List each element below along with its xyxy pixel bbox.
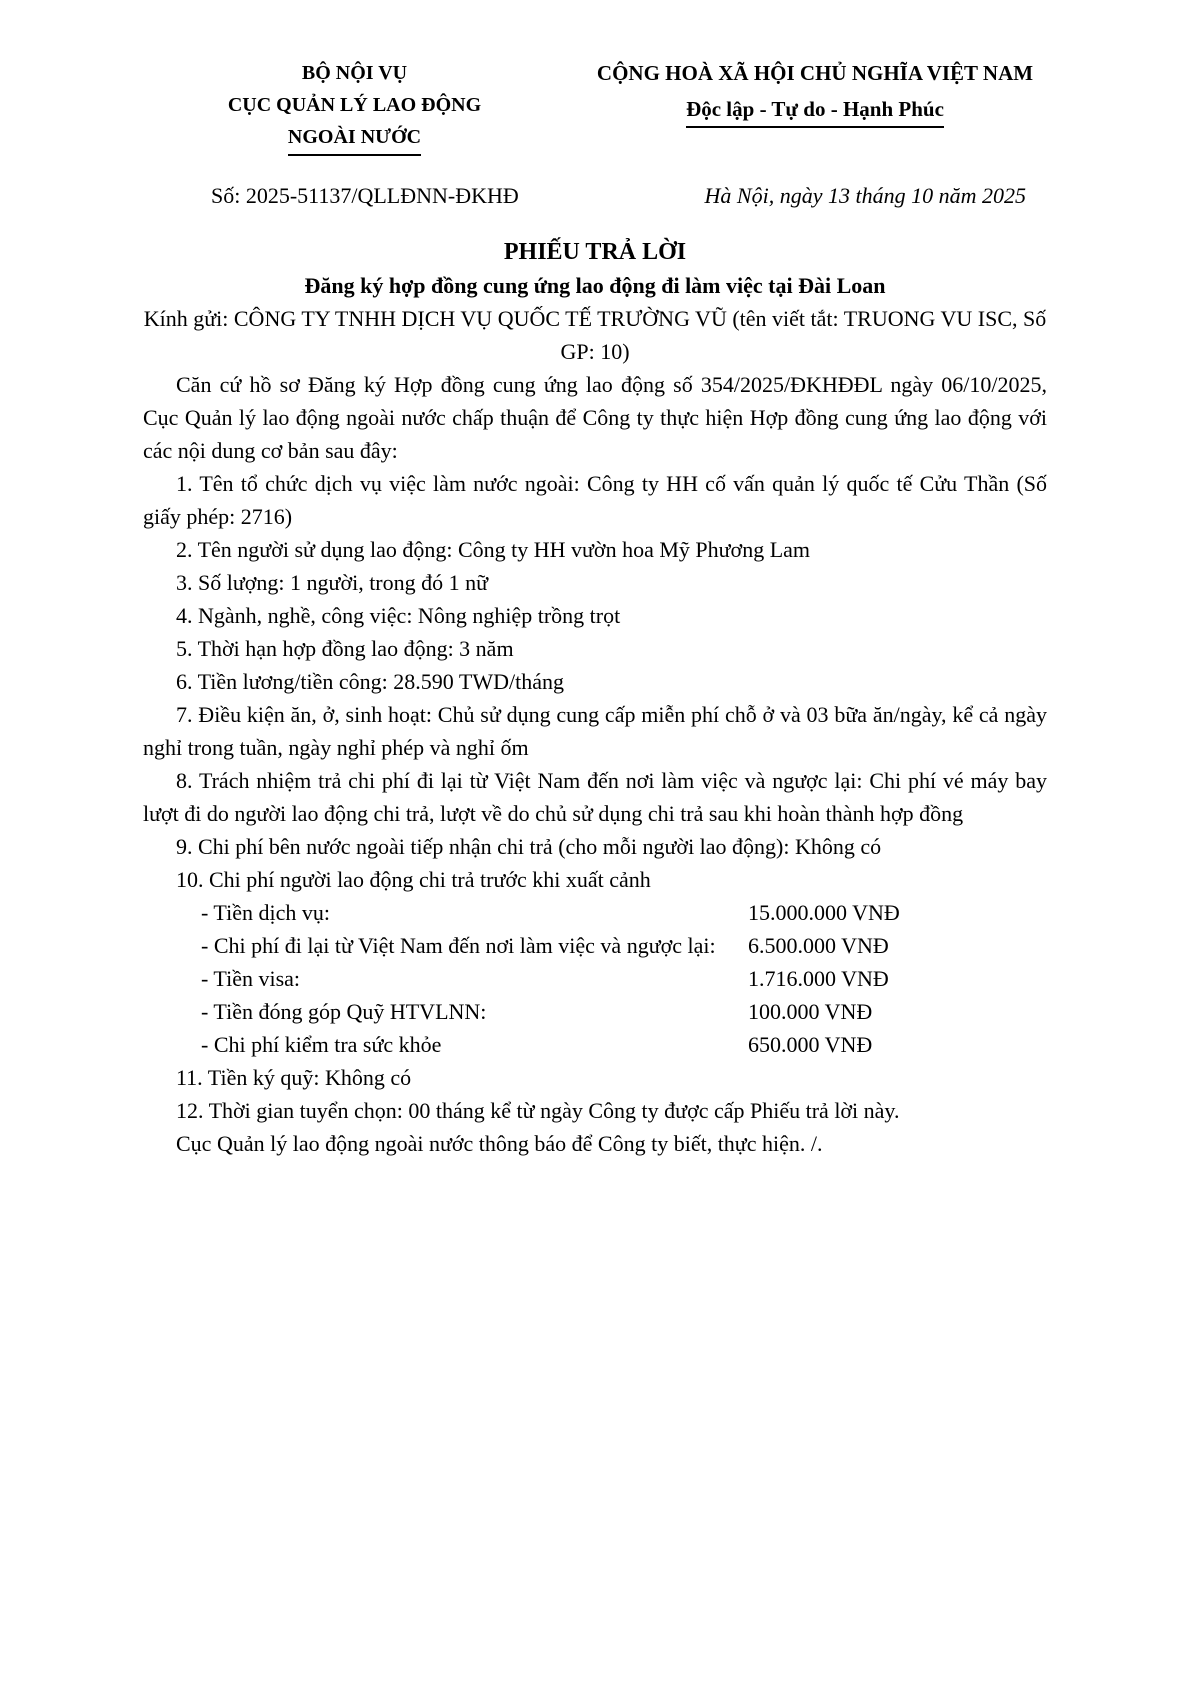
item-11: 11. Tiền ký quỹ: Không có	[176, 1065, 412, 1090]
meta-row	[0, 156, 1190, 212]
fee-label-health: - Chi phí kiểm tra sức khỏe	[201, 1032, 442, 1057]
fee-row-visa	[143, 962, 1047, 995]
item-10: 10. Chi phí người lao động chi trả trước khi xuất cảnh	[176, 867, 651, 892]
item-7: 7. Điều kiện ăn, ở, sinh hoạt: Chủ sử dụng cung cấp miễn phí chỗ ở và 03 bữa ăn/ngày, kể cả ngày nghỉ trong tuần, ngày nghỉ phép và nghỉ ốm	[143, 702, 1047, 760]
fee-row-health	[143, 1028, 1047, 1061]
national-header-block	[581, 57, 1049, 156]
document-number: Số: 2025-51137/QLLĐNN-ĐKHĐ	[211, 183, 519, 208]
document-title: PHIẾU TRẢ LỜI	[503, 239, 687, 265]
national-motto-line1: CỘNG HOÀ XÃ HỘI CHỦ NGHĨA VIỆT NAM	[596, 61, 1034, 85]
item-9: 9. Chi phí bên nước ngoài tiếp nhận chi trả (cho mỗi người lao động): Không có	[176, 834, 882, 859]
fee-value-health: 650.000 VNĐ	[748, 1032, 873, 1057]
item-8: 8. Trách nhiệm trả chi phí đi lại từ Việt Nam đến nơi làm việc và ngược lại: Chi phí vé máy bay lượt đi do người lao động chi trả, lượt về do chủ sử dụng chi trả sau khi hoàn thành hợp đồng	[143, 768, 1047, 826]
national-motto-line2: Độc lập - Tự do - Hạnh Phúc	[686, 93, 944, 128]
item-6: 6. Tiền lương/tiền công: 28.590 TWD/tháng	[176, 669, 564, 694]
item-4: 4. Ngành, nghề, công việc: Nông nghiệp trồng trọt	[176, 603, 621, 628]
fee-row-service	[143, 896, 1047, 929]
intro-paragraph: Căn cứ hồ sơ Đăng ký Hợp đồng cung ứng lao động số 354/2025/ĐKHĐĐL ngày 06/10/2025, Cục Quản lý lao động ngoài nước chấp thuận để Công ty thực hiện Hợp đồng cung ứng lao động với các nội dung cơ bản sau đây:	[143, 372, 1047, 463]
title-block	[0, 236, 1190, 368]
document-body	[0, 368, 1190, 1160]
department-name-line2: NGOÀI NƯỚC	[288, 121, 421, 156]
document-header	[0, 0, 1190, 156]
item-12: 12. Thời gian tuyển chọn: 00 tháng kể từ ngày Công ty được cấp Phiếu trả lời này.	[176, 1098, 900, 1123]
fee-label-fund: - Tiền đóng góp Quỹ HTVLNN:	[201, 999, 487, 1024]
place-and-date: Hà Nội, ngày 13 tháng 10 năm 2025	[704, 183, 1026, 208]
fee-label-service: - Tiền dịch vụ:	[201, 900, 330, 925]
issuing-agency-block	[142, 57, 567, 156]
fee-label-visa: - Tiền visa:	[201, 966, 301, 991]
ministry-name: BỘ NỘI VỤ	[301, 62, 408, 84]
document-subtitle: Đăng ký hợp đồng cung ứng lao động đi làm việc tại Đài Loan	[304, 273, 886, 298]
fee-value-travel: 6.500.000 VNĐ	[748, 933, 889, 958]
item-1: 1. Tên tổ chức dịch vụ việc làm nước ngoài: Công ty HH cố vấn quản lý quốc tế Cửu Thần (Số giấy phép: 2716)	[143, 471, 1047, 529]
fee-row-travel	[143, 929, 1047, 962]
recipient-line: Kính gửi: CÔNG TY TNHH DỊCH VỤ QUỐC TẾ TRƯỜNG VŨ (tên viết tắt: TRUONG VU ISC, Số GP: 10)	[143, 306, 1047, 364]
department-name-line1: CỤC QUẢN LÝ LAO ĐỘNG	[227, 94, 482, 116]
item-3: 3. Số lượng: 1 người, trong đó 1 nữ	[176, 570, 489, 595]
item-2: 2. Tên người sử dụng lao động: Công ty HH vườn hoa Mỹ Phương Lam	[176, 537, 811, 562]
fee-value-visa: 1.716.000 VNĐ	[748, 966, 889, 991]
fee-value-fund: 100.000 VNĐ	[748, 999, 873, 1024]
fee-label-travel: - Chi phí đi lại từ Việt Nam đến nơi làm việc và ngược lại:	[201, 933, 716, 958]
closing-paragraph: Cục Quản lý lao động ngoài nước thông báo để Công ty biết, thực hiện. /.	[176, 1131, 823, 1156]
item-5: 5. Thời hạn hợp đồng lao động: 3 năm	[176, 636, 514, 661]
fee-value-service: 15.000.000 VNĐ	[748, 900, 900, 925]
fee-row-fund	[143, 995, 1047, 1028]
